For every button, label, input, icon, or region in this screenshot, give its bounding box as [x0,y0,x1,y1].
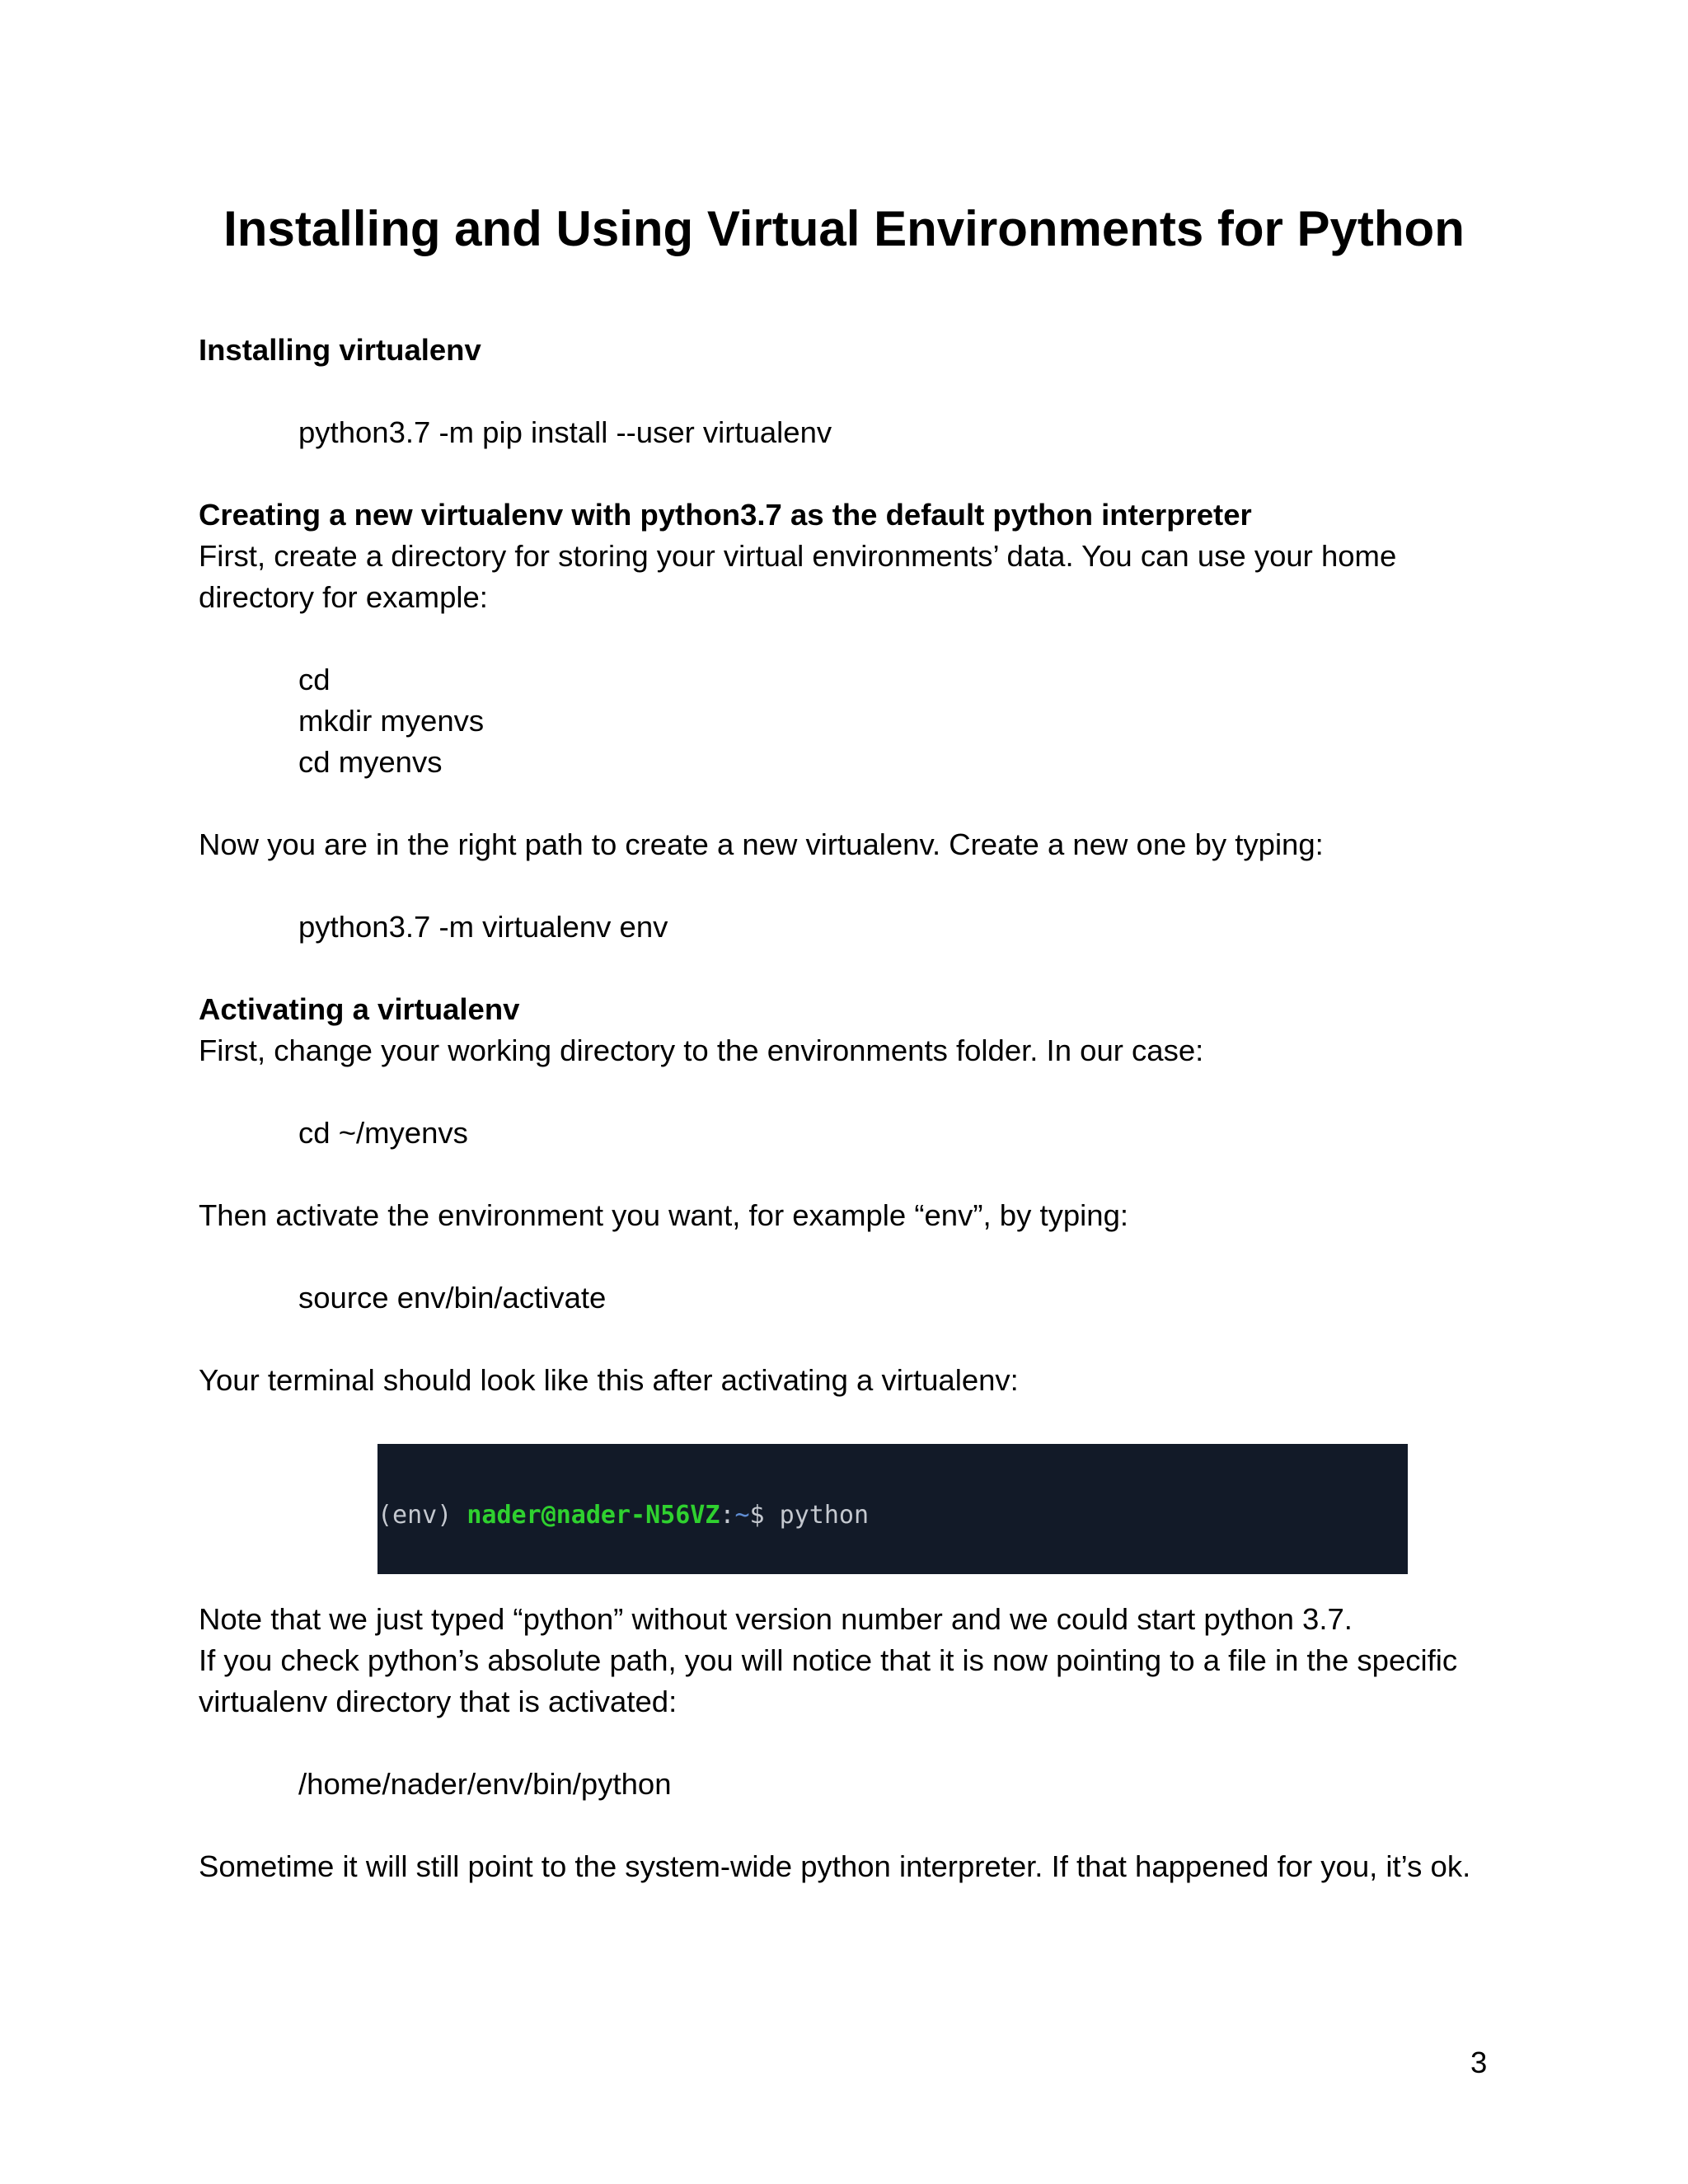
document-body-bottom [199,1599,1534,1887]
command-python-path: /home/nader/env/bin/python [298,1767,672,1801]
paragraph-absolute-path-line2: virtualenv directory that is activated: [199,1685,678,1718]
command-cd: cd [298,663,331,696]
document-body-top [199,330,1534,1401]
command-mkdir: mkdir myenvs [298,704,485,738]
paragraph-terminal-look: Your terminal should look like this after activating a virtualenv: [199,1363,1019,1397]
paragraph-change-directory: First, change your working directory to the environments folder. In our case: [199,1033,1204,1067]
terminal-command: $ python [749,1501,870,1530]
paragraph-create-virtualenv: Now you are in the right path to create a new virtualenv. Create a new one by typing: [199,827,1324,861]
terminal-prompt-line [377,1500,1408,1531]
paragraph-absolute-path-line1: If you check python’s absolute path, you will notice that it is now pointing to a file in the specific [199,1643,1458,1677]
command-cd-myenvs: cd myenvs [298,745,443,779]
page-title: Installing and Using Virtual Environments for Python [223,201,1465,256]
terminal-path: ~ [734,1501,750,1530]
section-heading-install: Installing virtualenv [199,333,481,367]
terminal-colon: : [720,1501,735,1530]
command-pip-install: python3.7 -m pip install --user virtualenv [298,415,832,449]
paragraph-note-python: Note that we just typed “python” without version number and we could start python 3.7. [199,1602,1353,1636]
command-cd-home-myenvs: cd ~/myenvs [298,1116,468,1150]
section-heading-create: Creating a new virtualenv with python3.7 as the default python interpreter [199,498,1252,532]
section-heading-activate: Activating a virtualenv [199,992,520,1026]
page-number: 3 [1470,2046,1488,2079]
command-source-activate: source env/bin/activate [298,1281,607,1315]
paragraph-system-wide: Sometime it will still point to the system-wide python interpreter. If that happened for you, it’s ok. [199,1849,1471,1883]
paragraph-create-line2: directory for example: [199,580,488,614]
terminal-screenshot [377,1444,1408,1574]
command-create-virtualenv: python3.7 -m virtualenv env [298,910,668,944]
terminal-env-prefix: (env) [377,1501,467,1530]
paragraph-activate-env: Then activate the environment you want, for example “env”, by typing: [199,1198,1129,1232]
paragraph-create-line1: First, create a directory for storing your virtual environments’ data. You can use your home [199,539,1397,573]
terminal-user-host: nader@nader-N56VZ [467,1501,720,1530]
